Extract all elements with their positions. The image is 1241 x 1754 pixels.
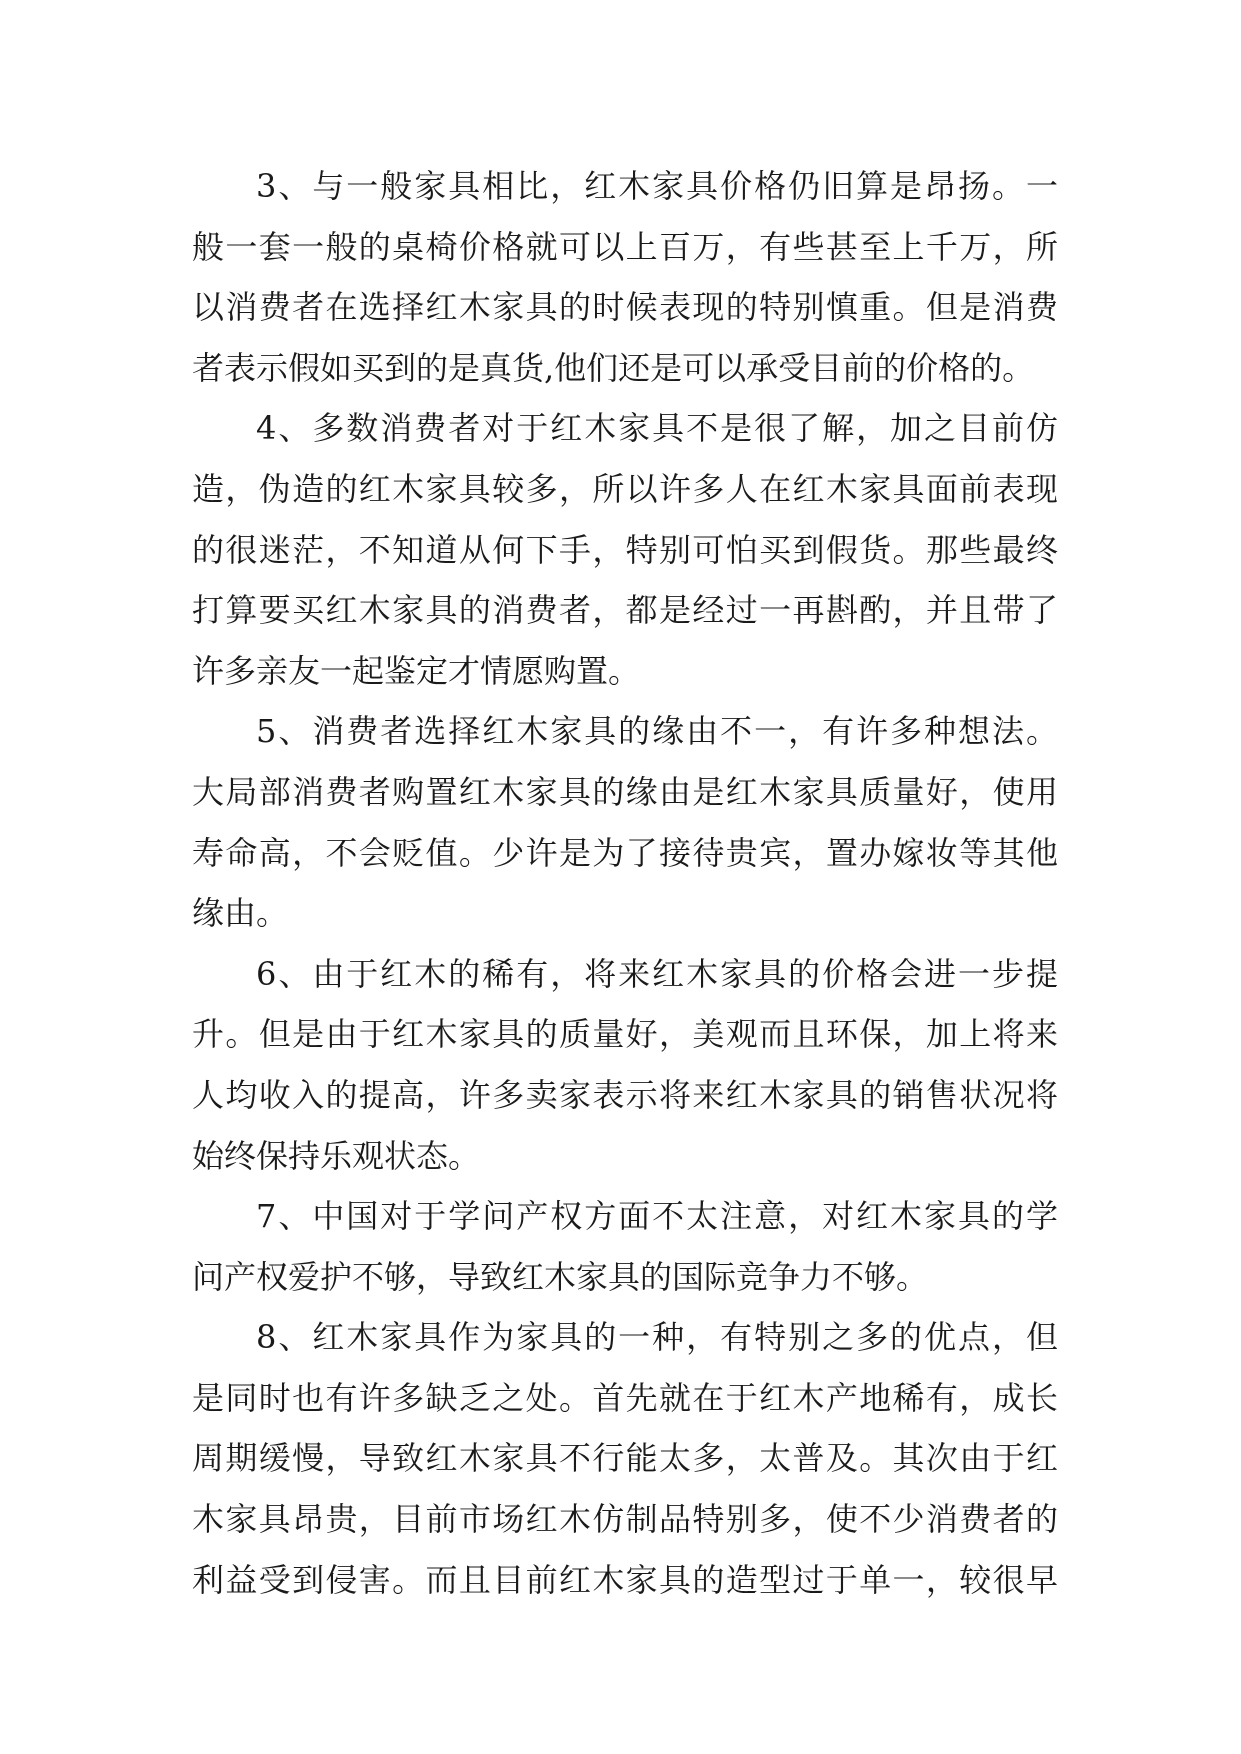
text-line: 4、多数消费者对于红木家具不是很了解，加之目前仿: [256, 409, 1058, 448]
text-line: 6、由于红木的稀有，将来红木家具的价格会进一步提: [256, 954, 1058, 993]
text-line: 7、中国对于学问产权方面不太注意，对红木家具的学: [256, 1197, 1058, 1236]
text-line: 寿命高，不会贬值。少许是为了接待贵宾，置办嫁妆等其他: [192, 833, 1058, 872]
text-line: 3、与一般家具相比，红木家具价格仍旧算是昂扬。一: [256, 167, 1058, 205]
text-line: 许多亲友一起鉴定才情愿购置。: [192, 651, 641, 690]
paragraph: [192, 1186, 1058, 1307]
text-line: 是同时也有许多缺乏之处。首先就在于红木产地稀有，成长: [192, 1378, 1058, 1417]
text-line: 般一套一般的桌椅价格就可以上百万，有些甚至上千万，所: [192, 227, 1058, 266]
text-line: 利益受到侵害。而且目前红木家具的造型过于单一，较很早: [192, 1560, 1058, 1599]
document-body: [192, 156, 1058, 1610]
text-line: 者表示假如买到的是真货,他们还是可以承受目前的价格的。: [192, 348, 1035, 387]
text-line: 8、红木家具作为家具的一种，有特别之多的优点，但: [256, 1318, 1058, 1357]
paragraph: [192, 944, 1058, 1186]
text-line: 造，伪造的红木家具较多，所以许多人在红木家具面前表现: [192, 469, 1058, 508]
paragraph: [192, 701, 1058, 943]
text-line: 打算要买红木家具的消费者，都是经过一再斟酌，并且带了: [192, 591, 1058, 630]
text-line: 问产权爱护不够，导致红木家具的国际竞争力不够。: [192, 1257, 929, 1296]
text-line: 的很迷茫，不知道从何下手，特别可怕买到假货。那些最终: [192, 530, 1058, 569]
text-line: 始终保持乐观状态。: [192, 1136, 481, 1175]
text-line: 以消费者在选择红木家具的时候表现的特别慎重。但是消费: [192, 288, 1058, 327]
paragraph: [192, 398, 1058, 701]
text-line: 大局部消费者购置红木家具的缘由是红木家具质量好，使用: [192, 772, 1058, 811]
text-line: 木家具昂贵，目前市场红木仿制品特别多，使不少消费者的: [192, 1500, 1058, 1539]
text-line: 周期缓慢，导致红木家具不行能太多，太普及。其次由于红: [192, 1439, 1058, 1478]
text-line: 人均收入的提高，许多卖家表示将来红木家具的销售状况将: [192, 1075, 1058, 1114]
paragraph: [192, 156, 1058, 398]
text-line: 5、消费者选择红木家具的缘由不一，有许多种想法。: [256, 712, 1058, 751]
text-line: 升。但是由于红木家具的质量好，美观而且环保，加上将来: [192, 1015, 1058, 1054]
paragraph: [192, 1307, 1058, 1610]
text-line: 缘由。: [192, 894, 289, 933]
